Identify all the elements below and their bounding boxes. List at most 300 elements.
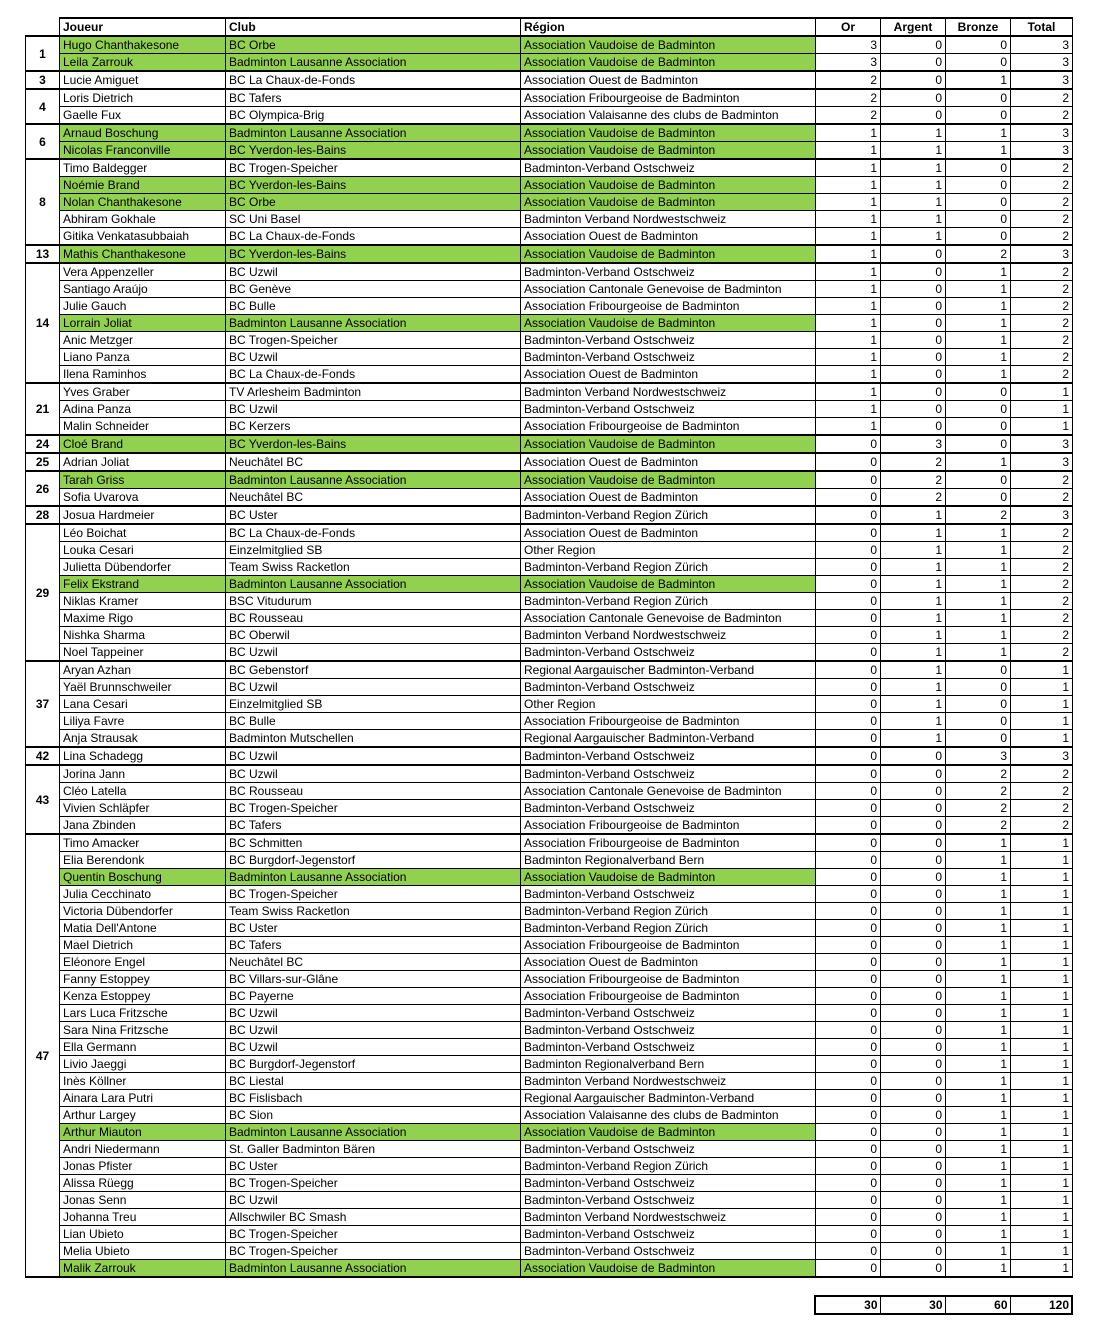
table-body — [26, 36, 1073, 1277]
bronze-cell: 0 — [946, 177, 1011, 194]
player-cell: Kenza Estoppey — [60, 988, 226, 1005]
player-cell: Josua Hardmeier — [60, 506, 226, 524]
silver-cell: 1 — [881, 159, 946, 177]
gold-total: 30 — [815, 1296, 880, 1314]
table-row — [26, 71, 1073, 89]
bronze-cell: 1 — [946, 971, 1011, 988]
table-row — [26, 1022, 1073, 1039]
total-cell: 1 — [1011, 852, 1073, 869]
player-cell: Maxime Rigo — [60, 610, 226, 627]
region-cell: Badminton Verband Nordwestschweiz — [521, 383, 816, 401]
bronze-cell: 2 — [946, 506, 1011, 524]
table-row — [26, 489, 1073, 507]
player-cell: Adrian Joliat — [60, 453, 226, 471]
rank-cell: 13 — [26, 245, 60, 263]
player-cell: Malik Zarrouk — [60, 1260, 226, 1278]
club-cell: BC Trogen-Speicher — [226, 886, 521, 903]
total-cell: 1 — [1011, 1124, 1073, 1141]
club-cell: Badminton Lausanne Association — [226, 1260, 521, 1278]
club-cell: BC Olympica-Brig — [226, 107, 521, 125]
silver-cell: 1 — [881, 542, 946, 559]
bronze-cell: 1 — [946, 263, 1011, 281]
table-row — [26, 1005, 1073, 1022]
total-cell: 2 — [1011, 315, 1073, 332]
club-cell: BC Uzwil — [226, 1039, 521, 1056]
region-cell: Badminton-Verband Ostschweiz — [521, 159, 816, 177]
region-cell: Association Ouest de Badminton — [521, 71, 816, 89]
table-row — [26, 1192, 1073, 1209]
table-row — [26, 593, 1073, 610]
bronze-cell: 1 — [946, 1141, 1011, 1158]
table-row — [26, 661, 1073, 679]
table-row — [26, 713, 1073, 730]
gold-cell: 1 — [816, 245, 881, 263]
club-cell: BC Yverdon-les-Bains — [226, 142, 521, 160]
silver-cell: 0 — [881, 1022, 946, 1039]
gold-cell: 3 — [816, 54, 881, 72]
player-cell: Niklas Kramer — [60, 593, 226, 610]
gold-cell: 0 — [816, 988, 881, 1005]
total-cell: 1 — [1011, 988, 1073, 1005]
table-row — [26, 783, 1073, 800]
silver-cell: 0 — [881, 263, 946, 281]
total-cell: 1 — [1011, 1005, 1073, 1022]
total-cell: 1 — [1011, 1260, 1073, 1278]
bronze-cell: 1 — [946, 576, 1011, 593]
rank-header — [26, 18, 60, 36]
table-row — [26, 559, 1073, 576]
player-cell: Victoria Dübendorfer — [60, 903, 226, 920]
silver-cell: 0 — [881, 1039, 946, 1056]
club-cell: BC Uzwil — [226, 1192, 521, 1209]
table-row — [26, 524, 1073, 542]
region-cell: Association Fribourgeoise de Badminton — [521, 817, 816, 835]
gold-cell: 1 — [816, 281, 881, 298]
bronze-cell: 1 — [946, 937, 1011, 954]
bronze-cell: 1 — [946, 1226, 1011, 1243]
silver-cell: 1 — [881, 177, 946, 194]
total-cell: 3 — [1011, 36, 1073, 54]
gold-cell: 3 — [816, 36, 881, 54]
gold-cell: 2 — [816, 71, 881, 89]
player-cell: Nolan Chanthakesone — [60, 194, 226, 211]
total-cell: 1 — [1011, 1022, 1073, 1039]
bronze-cell: 1 — [946, 1056, 1011, 1073]
club-cell: BC Orbe — [226, 36, 521, 54]
player-cell: Inès Köllner — [60, 1073, 226, 1090]
table-row — [26, 315, 1073, 332]
bronze-cell: 2 — [946, 800, 1011, 817]
player-cell: Andri Niedermann — [60, 1141, 226, 1158]
gold-cell: 1 — [816, 142, 881, 160]
club-cell: BC Yverdon-les-Bains — [226, 177, 521, 194]
gold-cell: 0 — [816, 453, 881, 471]
table-row — [26, 506, 1073, 524]
club-cell: BC Bulle — [226, 298, 521, 315]
table-row — [26, 1226, 1073, 1243]
bronze-cell: 0 — [946, 435, 1011, 453]
total-cell: 1 — [1011, 730, 1073, 748]
gold-cell: 1 — [816, 315, 881, 332]
club-cell: BC Uzwil — [226, 765, 521, 783]
table-row — [26, 920, 1073, 937]
table-row — [26, 54, 1073, 72]
club-cell: Neuchâtel BC — [226, 954, 521, 971]
player-cell: Julietta Dübendorfer — [60, 559, 226, 576]
silver-cell: 1 — [881, 627, 946, 644]
club-cell: BC Uster — [226, 920, 521, 937]
bronze-cell: 3 — [946, 747, 1011, 765]
club-cell: BC Tafers — [226, 89, 521, 107]
total-cell: 2 — [1011, 576, 1073, 593]
gold-cell: 0 — [816, 644, 881, 662]
gold-cell: 1 — [816, 298, 881, 315]
bronze-cell: 1 — [946, 1175, 1011, 1192]
grand-total: 120 — [1010, 1296, 1072, 1314]
gold-cell: 0 — [816, 1226, 881, 1243]
bronze-cell: 1 — [946, 142, 1011, 160]
rank-cell: 25 — [26, 453, 60, 471]
gold-cell: 0 — [816, 903, 881, 920]
region-cell: Badminton-Verband Ostschweiz — [521, 644, 816, 662]
silver-cell: 0 — [881, 349, 946, 366]
table-row — [26, 627, 1073, 644]
total-cell: 2 — [1011, 783, 1073, 800]
gold-cell: 0 — [816, 817, 881, 835]
total-cell: 1 — [1011, 713, 1073, 730]
table-row — [26, 1141, 1073, 1158]
table-row — [26, 1175, 1073, 1192]
player-cell: Tarah Griss — [60, 471, 226, 489]
total-cell: 2 — [1011, 159, 1073, 177]
silver-cell: 0 — [881, 1158, 946, 1175]
club-cell: Badminton Lausanne Association — [226, 315, 521, 332]
region-cell: Badminton-Verband Ostschweiz — [521, 401, 816, 418]
total-cell: 3 — [1011, 54, 1073, 72]
gold-cell: 0 — [816, 834, 881, 852]
club-cell: Badminton Lausanne Association — [226, 124, 521, 142]
club-cell: Badminton Lausanne Association — [226, 576, 521, 593]
table-row — [26, 263, 1073, 281]
player-cell: Yves Graber — [60, 383, 226, 401]
silver-cell: 2 — [881, 471, 946, 489]
club-cell: BC Trogen-Speicher — [226, 1175, 521, 1192]
club-cell: BC Tafers — [226, 937, 521, 954]
club-cell: BC Trogen-Speicher — [226, 1243, 521, 1260]
club-cell: BC Rousseau — [226, 610, 521, 627]
rank-cell: 24 — [26, 435, 60, 453]
player-cell: Lorrain Joliat — [60, 315, 226, 332]
table-row — [26, 988, 1073, 1005]
bronze-cell: 0 — [946, 679, 1011, 696]
gold-cell: 1 — [816, 228, 881, 246]
bronze-cell: 0 — [946, 489, 1011, 507]
table-row — [26, 954, 1073, 971]
player-cell: Mael Dietrich — [60, 937, 226, 954]
gold-cell: 0 — [816, 1022, 881, 1039]
gold-cell: 0 — [816, 1039, 881, 1056]
table-row — [26, 696, 1073, 713]
table-row — [26, 418, 1073, 436]
silver-cell: 0 — [881, 298, 946, 315]
region-cell: Association Ouest de Badminton — [521, 366, 816, 384]
gold-cell: 1 — [816, 418, 881, 436]
player-cell: Ilena Raminhos — [60, 366, 226, 384]
total-cell: 2 — [1011, 644, 1073, 662]
player-cell: Vivien Schläpfer — [60, 800, 226, 817]
table-row — [26, 1090, 1073, 1107]
silver-cell: 0 — [881, 383, 946, 401]
region-cell: Badminton-Verband Ostschweiz — [521, 1005, 816, 1022]
bronze-cell: 1 — [946, 542, 1011, 559]
total-cell: 2 — [1011, 194, 1073, 211]
player-cell: Anic Metzger — [60, 332, 226, 349]
bronze-cell: 1 — [946, 298, 1011, 315]
silver-cell: 0 — [881, 1243, 946, 1260]
club-cell: BSC Vitudurum — [226, 593, 521, 610]
table-row — [26, 869, 1073, 886]
club-cell: BC La Chaux-de-Fonds — [226, 71, 521, 89]
silver-cell: 0 — [881, 903, 946, 920]
player-cell: Liano Panza — [60, 349, 226, 366]
rank-cell: 6 — [26, 124, 60, 159]
silver-cell: 0 — [881, 920, 946, 937]
silver-cell: 0 — [881, 1209, 946, 1226]
rank-cell: 43 — [26, 765, 60, 834]
table-row — [26, 852, 1073, 869]
silver-cell: 0 — [881, 954, 946, 971]
gold-cell: 0 — [816, 610, 881, 627]
region-cell: Badminton-Verband Ostschweiz — [521, 1141, 816, 1158]
club-cell: BC Uzwil — [226, 401, 521, 418]
bronze-cell: 0 — [946, 89, 1011, 107]
player-cell: Leila Zarrouk — [60, 54, 226, 72]
rank-cell: 37 — [26, 661, 60, 747]
bronze-header: Bronze — [946, 18, 1011, 36]
gold-cell: 1 — [816, 124, 881, 142]
bronze-cell: 2 — [946, 245, 1011, 263]
gold-cell: 0 — [816, 730, 881, 748]
region-cell: Association Vaudoise de Badminton — [521, 435, 816, 453]
player-cell: Jonas Senn — [60, 1192, 226, 1209]
gold-cell: 0 — [816, 886, 881, 903]
gold-cell: 0 — [816, 1005, 881, 1022]
club-cell: BC Kerzers — [226, 418, 521, 436]
gold-cell: 1 — [816, 263, 881, 281]
club-cell: Badminton Lausanne Association — [226, 471, 521, 489]
silver-cell: 1 — [881, 142, 946, 160]
bronze-cell: 1 — [946, 869, 1011, 886]
player-cell: Arnaud Boschung — [60, 124, 226, 142]
region-cell: Association Vaudoise de Badminton — [521, 869, 816, 886]
club-cell: Einzelmitglied SB — [226, 696, 521, 713]
region-cell: Association Vaudoise de Badminton — [521, 315, 816, 332]
total-cell: 1 — [1011, 1175, 1073, 1192]
club-cell: BC Yverdon-les-Bains — [226, 435, 521, 453]
bronze-cell: 1 — [946, 124, 1011, 142]
silver-header: Argent — [881, 18, 946, 36]
region-cell: Badminton-Verband Ostschweiz — [521, 1022, 816, 1039]
bronze-cell: 1 — [946, 988, 1011, 1005]
gold-cell: 0 — [816, 1141, 881, 1158]
player-cell: Johanna Treu — [60, 1209, 226, 1226]
bronze-cell: 1 — [946, 886, 1011, 903]
silver-cell: 0 — [881, 1090, 946, 1107]
gold-cell: 2 — [816, 89, 881, 107]
total-cell: 3 — [1011, 142, 1073, 160]
region-header: Région — [521, 18, 816, 36]
player-cell: Gitika Venkatasubbaiah — [60, 228, 226, 246]
bronze-cell: 0 — [946, 471, 1011, 489]
club-cell: BC Uster — [226, 506, 521, 524]
gold-cell: 2 — [816, 107, 881, 125]
table-row — [26, 1260, 1073, 1278]
table-row — [26, 1243, 1073, 1260]
player-cell: Elia Berendonk — [60, 852, 226, 869]
total-cell: 1 — [1011, 1107, 1073, 1124]
total-cell: 1 — [1011, 954, 1073, 971]
total-cell: 1 — [1011, 696, 1073, 713]
player-cell: Jana Zbinden — [60, 817, 226, 835]
gold-cell: 0 — [816, 869, 881, 886]
total-cell: 1 — [1011, 679, 1073, 696]
gold-cell: 1 — [816, 383, 881, 401]
bronze-cell: 1 — [946, 524, 1011, 542]
region-cell: Association Ouest de Badminton — [521, 453, 816, 471]
total-cell: 2 — [1011, 559, 1073, 576]
club-cell: BC Schmitten — [226, 834, 521, 852]
club-cell: BC Uzwil — [226, 349, 521, 366]
bronze-cell: 1 — [946, 627, 1011, 644]
bronze-cell: 1 — [946, 71, 1011, 89]
player-cell: Jonas Pfister — [60, 1158, 226, 1175]
silver-cell: 1 — [881, 679, 946, 696]
silver-cell: 1 — [881, 713, 946, 730]
header-row — [26, 18, 1073, 36]
total-cell: 3 — [1011, 124, 1073, 142]
club-cell: BC Gebenstorf — [226, 661, 521, 679]
club-cell: Neuchâtel BC — [226, 489, 521, 507]
total-cell: 2 — [1011, 765, 1073, 783]
player-cell: Jorina Jann — [60, 765, 226, 783]
table-row — [26, 142, 1073, 160]
region-cell: Badminton-Verband Ostschweiz — [521, 800, 816, 817]
table-row — [26, 747, 1073, 765]
table-row — [26, 610, 1073, 627]
bronze-cell: 1 — [946, 1158, 1011, 1175]
table-row — [26, 886, 1073, 903]
silver-cell: 0 — [881, 71, 946, 89]
rank-cell: 28 — [26, 506, 60, 524]
silver-cell: 1 — [881, 194, 946, 211]
player-cell: Hugo Chanthakesone — [60, 36, 226, 54]
gold-cell: 0 — [816, 1260, 881, 1278]
club-cell: BC Uster — [226, 1158, 521, 1175]
table-row — [26, 679, 1073, 696]
silver-cell: 0 — [881, 281, 946, 298]
region-cell: Association Vaudoise de Badminton — [521, 177, 816, 194]
club-cell: BC Sion — [226, 1107, 521, 1124]
region-cell: Association Ouest de Badminton — [521, 228, 816, 246]
table-row — [26, 366, 1073, 384]
silver-cell: 0 — [881, 1175, 946, 1192]
player-cell: Liliya Favre — [60, 713, 226, 730]
gold-cell: 0 — [816, 1056, 881, 1073]
region-cell: Badminton-Verband Region Zürich — [521, 559, 816, 576]
total-cell: 1 — [1011, 834, 1073, 852]
club-cell: BC Payerne — [226, 988, 521, 1005]
club-cell: BC Rousseau — [226, 783, 521, 800]
totals-table — [814, 1295, 1073, 1315]
player-cell: Nicolas Franconville — [60, 142, 226, 160]
bronze-total: 60 — [945, 1296, 1010, 1314]
player-cell: Fanny Estoppey — [60, 971, 226, 988]
total-cell: 1 — [1011, 1158, 1073, 1175]
bronze-cell: 0 — [946, 401, 1011, 418]
total-cell: 1 — [1011, 418, 1073, 436]
silver-cell: 0 — [881, 937, 946, 954]
region-cell: Badminton-Verband Ostschweiz — [521, 679, 816, 696]
silver-cell: 0 — [881, 852, 946, 869]
player-cell: Felix Ekstrand — [60, 576, 226, 593]
silver-cell: 2 — [881, 489, 946, 507]
player-cell: Loris Dietrich — [60, 89, 226, 107]
region-cell: Badminton-Verband Ostschweiz — [521, 332, 816, 349]
total-header: Total — [1011, 18, 1073, 36]
silver-cell: 0 — [881, 315, 946, 332]
region-cell: Association Fribourgeoise de Badminton — [521, 298, 816, 315]
total-cell: 1 — [1011, 1209, 1073, 1226]
silver-cell: 0 — [881, 366, 946, 384]
table-row — [26, 1073, 1073, 1090]
silver-cell: 0 — [881, 800, 946, 817]
club-cell: Badminton Lausanne Association — [226, 1124, 521, 1141]
silver-cell: 1 — [881, 576, 946, 593]
total-cell: 3 — [1011, 506, 1073, 524]
silver-cell: 0 — [881, 1073, 946, 1090]
silver-cell: 0 — [881, 1141, 946, 1158]
player-cell: Ella Germann — [60, 1039, 226, 1056]
silver-cell: 0 — [881, 89, 946, 107]
silver-cell: 1 — [881, 610, 946, 627]
total-cell: 1 — [1011, 401, 1073, 418]
rank-cell: 29 — [26, 524, 60, 661]
player-cell: Gaelle Fux — [60, 107, 226, 125]
bronze-cell: 1 — [946, 920, 1011, 937]
table-row — [26, 401, 1073, 418]
silver-cell: 0 — [881, 1107, 946, 1124]
region-cell: Regional Aargauischer Badminton-Verband — [521, 730, 816, 748]
total-cell: 2 — [1011, 489, 1073, 507]
region-cell: Association Vaudoise de Badminton — [521, 245, 816, 263]
table-row — [26, 1039, 1073, 1056]
region-cell: Badminton-Verband Ostschweiz — [521, 349, 816, 366]
gold-cell: 0 — [816, 954, 881, 971]
rank-cell: 3 — [26, 71, 60, 89]
silver-cell: 0 — [881, 834, 946, 852]
club-cell: BC Fislisbach — [226, 1090, 521, 1107]
silver-cell: 0 — [881, 1056, 946, 1073]
total-cell: 3 — [1011, 71, 1073, 89]
gold-cell: 0 — [816, 593, 881, 610]
gold-cell: 0 — [816, 489, 881, 507]
player-cell: Alissa Rüegg — [60, 1175, 226, 1192]
silver-cell: 0 — [881, 332, 946, 349]
gold-cell: 0 — [816, 852, 881, 869]
region-cell: Association Ouest de Badminton — [521, 524, 816, 542]
table-row — [26, 937, 1073, 954]
bronze-cell: 1 — [946, 1260, 1011, 1278]
